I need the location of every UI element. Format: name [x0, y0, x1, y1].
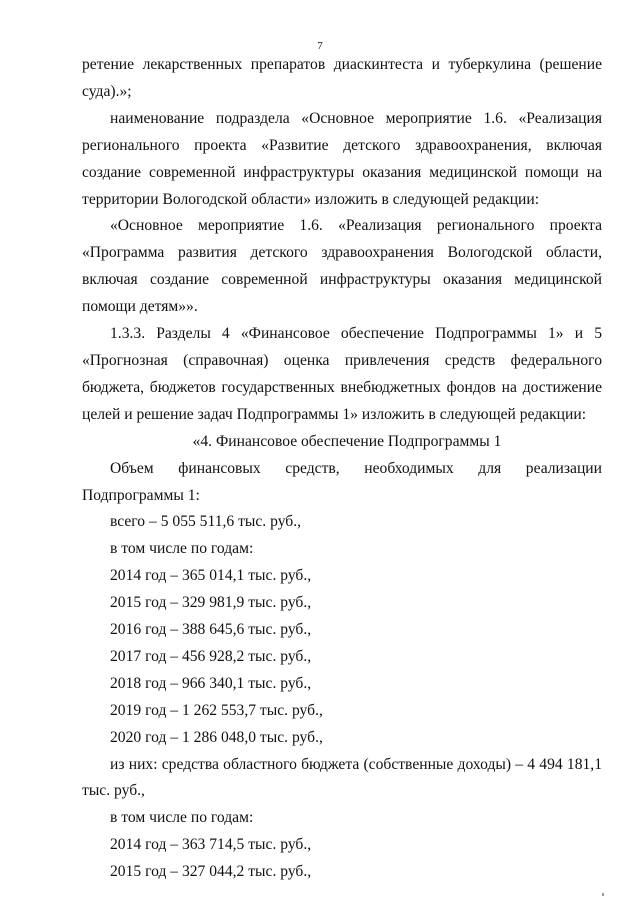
by-years-label: в том числе по годам: [110, 540, 254, 558]
year-amount: 2016 год – 388 645,6 тыс. руб., [110, 621, 312, 639]
scan-mark [602, 893, 604, 896]
paragraph-subsection-name: наименование подраздела «Основное мероприятие 1.6. «Реализация регионального проекта «Развитие детского здравоохранения, включая создание современной инфраструктуры оказания медицинской помощи на территории Вологодской области» изложить в следующей редакции: [82, 109, 602, 208]
year-amount: 2019 год – 1 262 553,7 тыс. руб., [110, 701, 323, 719]
section-heading: «4. Финансовое обеспечение Подпрограммы 1 [192, 432, 502, 450]
year-amount: 2014 год – 365 014,1 тыс. руб., [110, 567, 312, 585]
year-amount: 2018 год – 966 340,1 тыс. руб., [110, 674, 312, 692]
total-amount: всего – 5 055 511,6 тыс. руб., [110, 513, 302, 531]
year-amount: 2015 год – 329 981,9 тыс. руб., [110, 594, 312, 612]
regional-year-amount: 2014 год – 363 714,5 тыс. руб., [110, 836, 312, 854]
regional-year-amount: 2015 год – 327 044,2 тыс. руб., [110, 863, 312, 881]
paragraph-sections-4-5: 1.3.3. Разделы 4 «Финансовое обеспечение Подпрограммы 1» и 5 «Прогнозная (справочная) оценка привлечения средств федерального бюджета, бюджетов государственных внебюджетных фондов на достижение целей и решение задач Подпрограммы 1» изложить в следующей редакции: [82, 325, 602, 423]
year-amount: 2017 год – 456 928,2 тыс. руб., [110, 647, 312, 665]
paragraph-regional-budget: из них: средства областного бюджета (собственные доходы) – 4 494 181,1 тыс. руб., [82, 755, 602, 800]
paragraph-new-wording: «Основное мероприятие 1.6. «Реализация регионального проекта «Программа развития детского здравоохранения Вологодской области, включая создание современной инфраструктуры оказания медицинской помощи детям»». [82, 217, 602, 316]
paragraph-funding-volume: Объем финансовых средств, необходимых для реализации Подпрограммы 1: [82, 459, 602, 504]
by-years-label: в том числе по годам: [110, 809, 254, 827]
document-body [82, 52, 602, 886]
paragraph-continuation: ретение лекарственных препаратов диаскинтеста и туберкулина (решение суда).»; [82, 56, 602, 100]
year-amount: 2020 год – 1 286 048,0 тыс. руб., [110, 728, 323, 746]
page-number: 7 [317, 40, 323, 52]
